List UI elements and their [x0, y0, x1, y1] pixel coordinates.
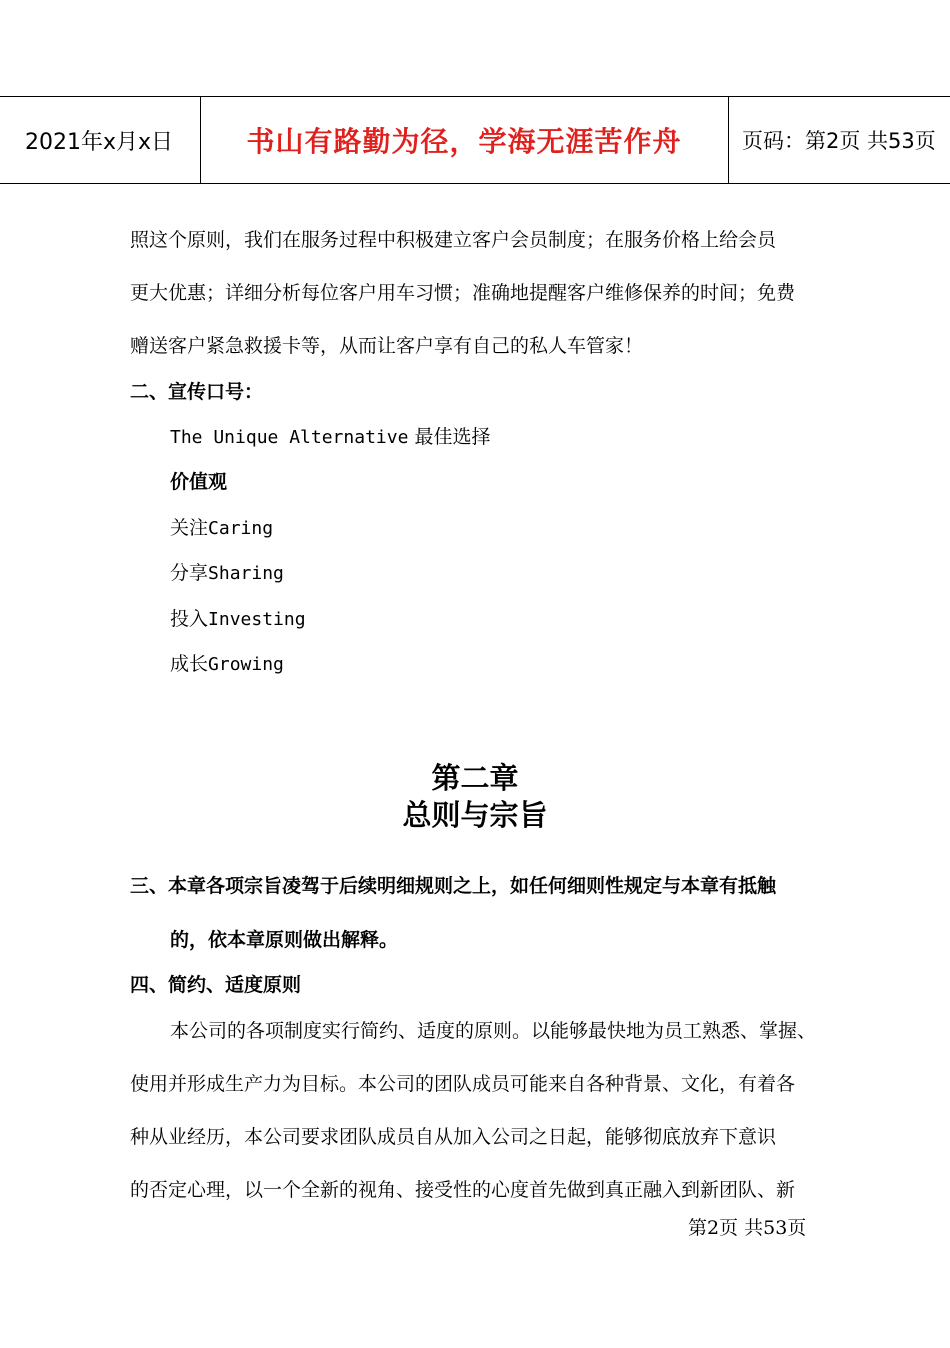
value-item: [170, 652, 284, 677]
value-item: [170, 516, 273, 541]
section-heading-principle: 三、本章各项宗旨凌驾于后续明细规则之上，如任何细则性规定与本章有抵触: [130, 875, 777, 897]
value-item: [170, 607, 306, 632]
value-cn: 关注: [170, 517, 209, 539]
values-heading: 价值观: [170, 471, 228, 493]
paragraph-line: 赠送客户紧急救援卡等，从而让客户享有自己的私人车管家！: [130, 335, 644, 357]
value-cn: 投入: [170, 608, 209, 630]
paragraph-line: 本公司的各项制度实行简约、适度的原则。以能够最快地为员工熟悉、掌握、: [170, 1020, 817, 1042]
value-item: [170, 561, 284, 586]
header-date: 2021年x月x日: [0, 97, 201, 183]
footer-page-number: 第2页 共53页: [688, 1217, 807, 1239]
section-heading-principle-cont: 的，依本章原则做出解释。: [170, 929, 399, 951]
section-heading-simplicity: 四、简约、适度原则: [130, 974, 302, 996]
slogan-english: The Unique Alternative: [170, 427, 409, 448]
value-en: Growing: [208, 654, 284, 675]
value-en: Investing: [208, 609, 306, 630]
chapter-title: 总则与宗旨: [402, 798, 548, 832]
paragraph-line: 更大优惠；详细分析每位客户用车习惯；准确地提醒客户维修保养的时间；免费: [130, 282, 796, 304]
value-en: Sharing: [208, 563, 284, 584]
slogan-chinese: 最佳选择: [414, 426, 491, 448]
value-cn: 成长: [170, 653, 209, 675]
page-header: [0, 96, 950, 184]
header-page-info: 页码：第2页 共53页: [742, 129, 936, 153]
value-en: Caring: [208, 518, 274, 539]
header-motto: 书山有路勤为径，学海无涯苦作舟: [200, 97, 729, 183]
section-heading-slogan: 二、宣传口号：: [130, 381, 264, 403]
value-cn: 分享: [170, 562, 209, 584]
paragraph-line: 的否定心理，以一个全新的视角、接受性的心度首先做到真正融入到新团队、新: [130, 1179, 796, 1201]
paragraph-line: 使用并形成生产力为目标。本公司的团队成员可能来自各种背景、文化，有着各: [130, 1073, 796, 1095]
paragraph-line: 照这个原则，我们在服务过程中积极建立客户会员制度；在服务价格上给会员: [130, 229, 777, 251]
slogan: [170, 425, 490, 450]
chapter-number: 第二章: [431, 761, 519, 795]
paragraph-line: 种从业经历，本公司要求团队成员自从加入公司之日起，能够彻底放弃下意识: [130, 1126, 777, 1148]
